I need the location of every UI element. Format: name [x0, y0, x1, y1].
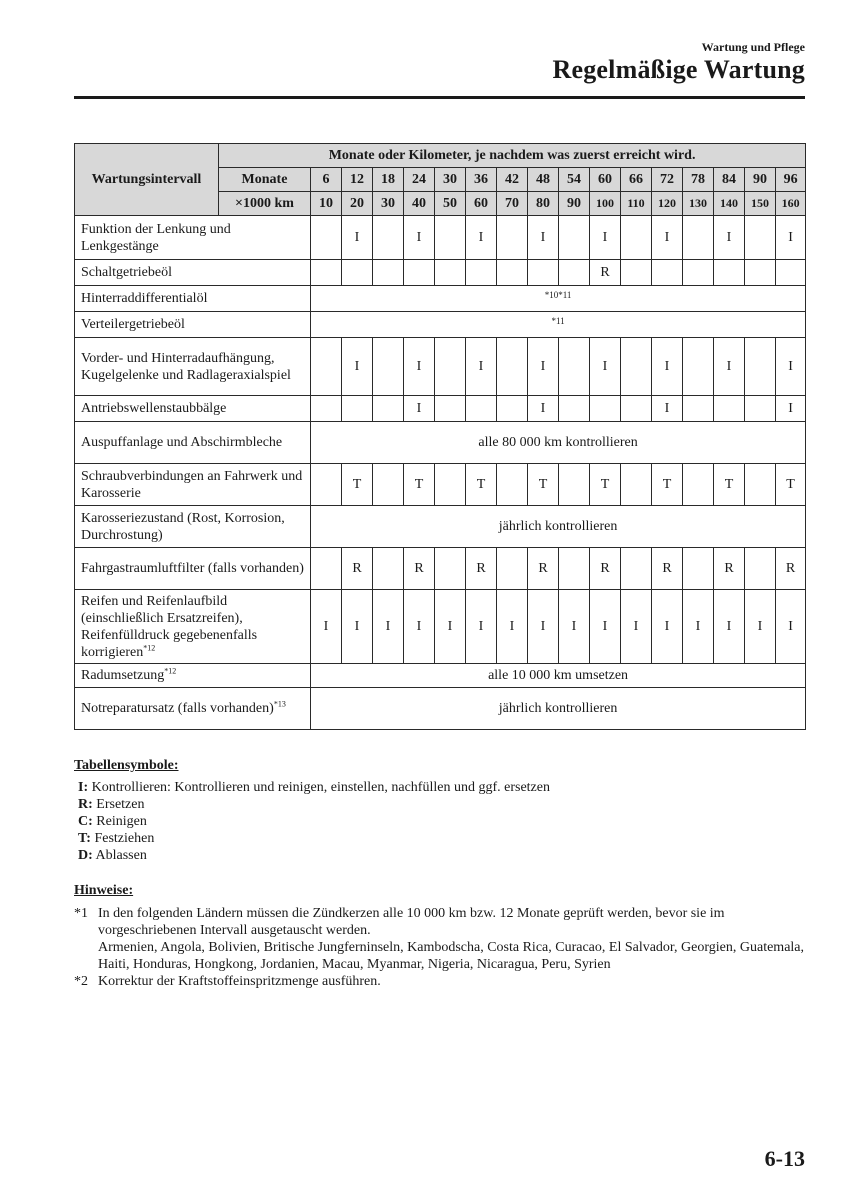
schedule-cell: R [404, 548, 435, 590]
span-cell: alle 10 000 km umsetzen [311, 664, 806, 688]
schedule-cell [497, 338, 528, 396]
schedule-cell [621, 216, 652, 260]
month-header: 84 [714, 168, 745, 192]
schedule-cell [435, 338, 466, 396]
schedule-cell [714, 396, 745, 422]
schedule-cell [311, 464, 342, 506]
schedule-cell: T [652, 464, 683, 506]
schedule-cell: I [652, 216, 683, 260]
km-header: 140 [714, 192, 745, 216]
month-header: 30 [435, 168, 466, 192]
symbol-key: C: [78, 814, 93, 829]
schedule-cell [311, 396, 342, 422]
page-title: Regelmäßige Wartung [552, 55, 805, 84]
schedule-cell: I [466, 338, 497, 396]
schedule-cell [373, 260, 404, 286]
row-label: Notreparatursatz (falls vorhanden)$^{*13}$ [75, 688, 311, 730]
schedule-cell [683, 216, 714, 260]
row-label: Vorder- und Hinterradaufhängung, Kugelgelenke und Radlageraxialspiel [75, 338, 311, 396]
schedule-cell: I [404, 590, 435, 664]
schedule-cell [373, 216, 404, 260]
schedule-cell [466, 396, 497, 422]
row-label: Funktion der Lenkung und Lenkgestänge [75, 216, 311, 260]
row-label: Radumsetzung$^{*12}$ [75, 664, 311, 688]
schedule-cell [745, 548, 776, 590]
row-label: Schraubverbindungen an Fahrwerk und Karosserie [75, 464, 311, 506]
schedule-cell [621, 464, 652, 506]
month-header: 60 [590, 168, 621, 192]
schedule-cell [745, 464, 776, 506]
schedule-cell: I [652, 338, 683, 396]
schedule-cell [497, 464, 528, 506]
schedule-cell: T [342, 464, 373, 506]
month-header: 48 [528, 168, 559, 192]
symbol-item: R: Ersetzen [78, 797, 145, 812]
schedule-cell: I [621, 590, 652, 664]
schedule-cell: I [776, 590, 806, 664]
table-row [75, 338, 806, 396]
schedule-cell: I [652, 590, 683, 664]
schedule-cell [497, 548, 528, 590]
schedule-cell [745, 338, 776, 396]
notes-heading: Hinweise: [74, 883, 134, 898]
schedule-cell: I [404, 216, 435, 260]
schedule-cell: I [528, 338, 559, 396]
maintenance-schedule-table [74, 143, 806, 730]
schedule-cell: I [714, 590, 745, 664]
km-header: 40 [404, 192, 435, 216]
month-header: 18 [373, 168, 404, 192]
notes-list [74, 905, 809, 990]
row-label: Auspuffanlage und Abschirmbleche [75, 422, 311, 464]
schedule-cell: T [466, 464, 497, 506]
table-row [75, 260, 806, 286]
schedule-cell [497, 216, 528, 260]
section-label: Wartung und Pflege [701, 40, 805, 54]
note-line: Korrektur der Kraftstoffeinspritzmenge ausführen. [98, 974, 381, 989]
span-cell: jährlich kontrollieren [311, 688, 806, 730]
span-cell: jährlich kontrollieren [311, 506, 806, 548]
km-label: ×1000 km [219, 192, 311, 216]
symbols-heading: Tabellensymbole: [74, 758, 179, 773]
schedule-cell [621, 548, 652, 590]
schedule-cell: T [776, 464, 806, 506]
schedule-cell [683, 548, 714, 590]
month-header: 72 [652, 168, 683, 192]
note-line: In den folgenden Ländern müssen die Zündkerzen alle 10 000 km bzw. 12 Monate geprüft werden, bevor sie im vorgeschriebenen Intervall ausgetauscht werden. [98, 906, 725, 938]
schedule-cell [373, 464, 404, 506]
schedule-cell: I [590, 590, 621, 664]
note-body [98, 973, 809, 990]
row-label: Karosseriezustand (Rost, Korrosion, Durchrostung) [75, 506, 311, 548]
km-header: 20 [342, 192, 373, 216]
note-mark: *2 [74, 974, 88, 989]
schedule-cell: I [466, 590, 497, 664]
schedule-cell [621, 396, 652, 422]
schedule-cell [311, 548, 342, 590]
km-header: 130 [683, 192, 714, 216]
months-label: Monate [219, 168, 311, 192]
row-label: Verteilergetriebeöl [75, 312, 311, 338]
table-row [75, 506, 806, 548]
row-label: Reifen und Reifenlaufbild (einschließlich Ersatzreifen), Reifenfülldruck gegebenenfalls korrigieren$^{*12}$ [75, 590, 311, 664]
km-header: 60 [466, 192, 497, 216]
schedule-cell [559, 396, 590, 422]
schedule-cell [435, 216, 466, 260]
schedule-cell: I [497, 590, 528, 664]
schedule-cell [559, 464, 590, 506]
schedule-cell: R [590, 548, 621, 590]
symbol-key: I: [78, 780, 89, 795]
row-label: Fahrgastraumluftfilter (falls vorhanden) [75, 548, 311, 590]
schedule-cell: I [435, 590, 466, 664]
schedule-cell: R [590, 260, 621, 286]
note-body [98, 905, 809, 973]
span-cell: alle 80 000 km kontrollieren [311, 422, 806, 464]
schedule-cell: I [776, 216, 806, 260]
schedule-cell: I [776, 396, 806, 422]
schedule-cell [745, 260, 776, 286]
schedule-cell [559, 338, 590, 396]
symbols-list [78, 779, 550, 864]
symbol-key: R: [78, 797, 93, 812]
schedule-cell: T [590, 464, 621, 506]
schedule-cell [776, 260, 806, 286]
schedule-cell: T [714, 464, 745, 506]
schedule-cell: I [776, 338, 806, 396]
schedule-cell: I [528, 216, 559, 260]
header-row-span [75, 144, 806, 168]
schedule-cell [683, 338, 714, 396]
km-header: 80 [528, 192, 559, 216]
month-header: 12 [342, 168, 373, 192]
symbol-item: T: Festziehen [78, 831, 155, 846]
schedule-cell: R [776, 548, 806, 590]
interval-header: Wartungsintervall [75, 144, 219, 216]
title-rule [74, 96, 805, 99]
symbol-key: T: [78, 831, 91, 846]
symbol-item: C: Reinigen [78, 814, 147, 829]
row-label: Antriebswellenstaubbälge [75, 396, 311, 422]
schedule-cell: I [559, 590, 590, 664]
schedule-cell: R [466, 548, 497, 590]
table-row [75, 688, 806, 730]
schedule-cell [652, 260, 683, 286]
km-header: 50 [435, 192, 466, 216]
schedule-cell [497, 396, 528, 422]
table-row [75, 664, 806, 688]
schedule-cell: R [652, 548, 683, 590]
row-label: Hinterraddifferentialöl [75, 286, 311, 312]
km-header: 160 [776, 192, 806, 216]
schedule-cell [714, 260, 745, 286]
page-number: 6-13 [764, 1146, 805, 1171]
schedule-cell [683, 396, 714, 422]
table-row [75, 422, 806, 464]
month-header: 54 [559, 168, 590, 192]
schedule-cell [621, 338, 652, 396]
schedule-cell [373, 396, 404, 422]
schedule-cell: R [528, 548, 559, 590]
schedule-cell: I [342, 590, 373, 664]
schedule-cell: I [311, 590, 342, 664]
schedule-cell [342, 396, 373, 422]
schedule-cell [466, 260, 497, 286]
schedule-cell [311, 260, 342, 286]
span-cell: *10*11 [311, 286, 806, 312]
table-row [75, 590, 806, 664]
schedule-cell: I [404, 396, 435, 422]
km-header: 120 [652, 192, 683, 216]
table-row [75, 286, 806, 312]
schedule-cell [528, 260, 559, 286]
schedule-cell: I [528, 396, 559, 422]
month-header: 36 [466, 168, 497, 192]
km-header: 100 [590, 192, 621, 216]
schedule-cell [683, 464, 714, 506]
span-cell: *11 [311, 312, 806, 338]
month-header: 24 [404, 168, 435, 192]
schedule-cell [342, 260, 373, 286]
month-header: 96 [776, 168, 806, 192]
note-item [74, 905, 809, 973]
schedule-cell: I [528, 590, 559, 664]
schedule-cell: I [745, 590, 776, 664]
schedule-cell: I [590, 216, 621, 260]
symbol-key: D: [78, 848, 93, 863]
schedule-cell: T [404, 464, 435, 506]
schedule-cell [683, 260, 714, 286]
schedule-cell [745, 216, 776, 260]
schedule-cell [435, 548, 466, 590]
schedule-cell: R [342, 548, 373, 590]
schedule-cell: I [590, 338, 621, 396]
schedule-cell: I [714, 216, 745, 260]
symbol-item: D: Ablassen [78, 848, 147, 863]
month-header: 90 [745, 168, 776, 192]
schedule-cell: I [342, 216, 373, 260]
table-row [75, 216, 806, 260]
month-header: 78 [683, 168, 714, 192]
km-header: 70 [497, 192, 528, 216]
schedule-cell [373, 338, 404, 396]
footnote-ref: *13 [273, 699, 286, 709]
schedule-cell [559, 548, 590, 590]
schedule-cell: I [373, 590, 404, 664]
month-header: 42 [497, 168, 528, 192]
schedule-cell: T [528, 464, 559, 506]
symbol-item: I: Kontrollieren: Kontrollieren und reinigen, einstellen, nachfüllen und ggf. ersetzen [78, 780, 550, 795]
schedule-cell [497, 260, 528, 286]
schedule-cell [404, 260, 435, 286]
schedule-cell [435, 464, 466, 506]
km-header: 10 [311, 192, 342, 216]
table-row [75, 464, 806, 506]
month-header: 6 [311, 168, 342, 192]
schedule-cell: I [466, 216, 497, 260]
schedule-cell [435, 396, 466, 422]
schedule-cell [559, 216, 590, 260]
span-header: Monate oder Kilometer, je nachdem was zuerst erreicht wird. [219, 144, 806, 168]
row-label: Schaltgetriebeöl [75, 260, 311, 286]
schedule-cell [590, 396, 621, 422]
km-header: 30 [373, 192, 404, 216]
schedule-cell [373, 548, 404, 590]
footnote-ref: *12 [143, 642, 156, 652]
schedule-cell: R [714, 548, 745, 590]
table-row [75, 312, 806, 338]
table-row [75, 548, 806, 590]
schedule-cell [559, 260, 590, 286]
footnote-ref: *12 [164, 666, 177, 676]
month-header: 66 [621, 168, 652, 192]
schedule-cell: I [714, 338, 745, 396]
schedule-cell [435, 260, 466, 286]
schedule-cell: I [342, 338, 373, 396]
km-header: 150 [745, 192, 776, 216]
schedule-cell: I [652, 396, 683, 422]
schedule-cell: I [683, 590, 714, 664]
schedule-cell [311, 216, 342, 260]
schedule-cell: I [404, 338, 435, 396]
note-item [74, 973, 809, 990]
schedule-cell [311, 338, 342, 396]
note-line: Armenien, Angola, Bolivien, Britische Jungferninseln, Kambodscha, Costa Rica, Curacao, El Salvador, Georgien, Guatemala, Haiti, Honduras, Hongkong, Jordanien, Macau, Myanmar, Nigeria, Nicaragua, Peru, Syrien [98, 940, 805, 972]
km-header: 110 [621, 192, 652, 216]
schedule-cell [621, 260, 652, 286]
km-header: 90 [559, 192, 590, 216]
note-mark: *1 [74, 906, 88, 921]
schedule-cell [745, 396, 776, 422]
table-row [75, 396, 806, 422]
